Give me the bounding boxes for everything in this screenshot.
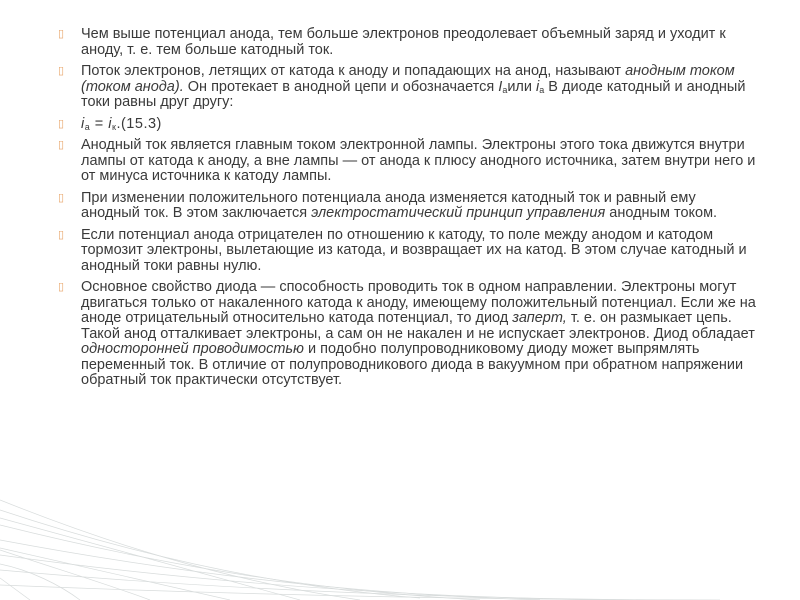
equation-number: .(15.3) <box>116 115 162 132</box>
symbol-ik: i <box>108 115 113 132</box>
symbol-ia: i <box>81 115 85 132</box>
bullet-text: т. е. он размыкает цепь. Такой анод отталкивает электроны, а сам он не накален и не испускает электронов. Диод обладает <box>81 310 755 342</box>
term-electrostatic-control: электростатический принцип управления <box>311 205 606 221</box>
bullet-text: или <box>507 78 537 95</box>
bullet-marker-icon: ▯ <box>58 228 65 241</box>
bullet-text: Основное свойство диода — способность проводить ток в одном направлении. Электроны могут двигаться только от накаленного катода к аноду, имеющему положительный потенциал. Если же на аноде отрицательный относительно катода потенциал, то диод <box>81 279 756 326</box>
bullet-marker-icon: ▯ <box>58 139 65 151</box>
symbol-ia: i <box>536 78 540 95</box>
formula <box>81 116 162 132</box>
bullet-marker-icon: ▯ <box>58 117 65 130</box>
bullet-text: В диоде катодный и анодный токи равны друг другу: <box>81 78 746 110</box>
subscript: a <box>502 84 508 95</box>
symbol-Ia: I <box>498 78 503 95</box>
bullet-item <box>58 64 758 111</box>
bullet-text: Поток электронов, летящих от катода к аноду и попадающих на анод, называют <box>81 63 626 79</box>
bullet-item <box>58 191 758 222</box>
term-locked: заперт, <box>512 310 567 326</box>
bullet-text: Анодный ток является главным током электронной лампы. Электроны этого тока движутся внутри лампы от катода к аноду, а вне лампы — от анода к плюсу анодного источника, затем внутри него и от минуса источника к катоду лампы. <box>81 137 756 184</box>
subscript: a <box>84 121 91 132</box>
bullet-text: При изменении положительного потенциала анода изменяется катодный ток и равный ему анодный ток. В этом заключается <box>81 189 696 221</box>
decorative-line-pattern <box>0 490 800 600</box>
term-one-way-conductivity: односторонней проводимостью <box>81 341 304 357</box>
bullet-text: Чем выше потенциал анода, тем больше электронов преодолевает объемный заряд и уходит к аноду, т. е. тем больше катодный ток. <box>81 26 726 58</box>
bullet-item <box>58 280 758 389</box>
bullet-marker-icon: ▯ <box>58 281 65 293</box>
bullet-item <box>58 27 758 58</box>
pattern-lines <box>0 500 720 600</box>
bullet-item-formula <box>58 117 758 133</box>
bullet-text: анодным током. <box>605 205 718 221</box>
term-anode-current: анодным током (током анода). <box>81 63 735 95</box>
bullet-marker-icon: ▯ <box>58 65 65 77</box>
bullet-marker-icon: ▯ <box>58 28 65 40</box>
bullet-item <box>58 228 758 275</box>
equals-sign: = <box>90 115 109 132</box>
subscript: к <box>112 121 117 132</box>
bullet-text: Если потенциал анода отрицателен по отношению к катоду, то поле между анодом и катодом тормозит электроны, вылетающие из катода, и возвращает их на катод. В этом случае катодный и анодный токи равны нулю. <box>81 226 747 274</box>
subscript: a <box>539 84 545 95</box>
bullet-text: и подобно полупроводниковому диоду может выпрямлять переменный ток. В отличие от полупроводникового диода в вакуумном при обратном напряжении обратный ток практически отсутствует. <box>81 341 744 388</box>
bullet-text: Он протекает в анодной цепи и обозначается <box>183 78 499 95</box>
bullet-item <box>58 138 758 185</box>
slide-bullet-list <box>58 27 758 395</box>
bullet-marker-icon: ▯ <box>58 191 65 204</box>
